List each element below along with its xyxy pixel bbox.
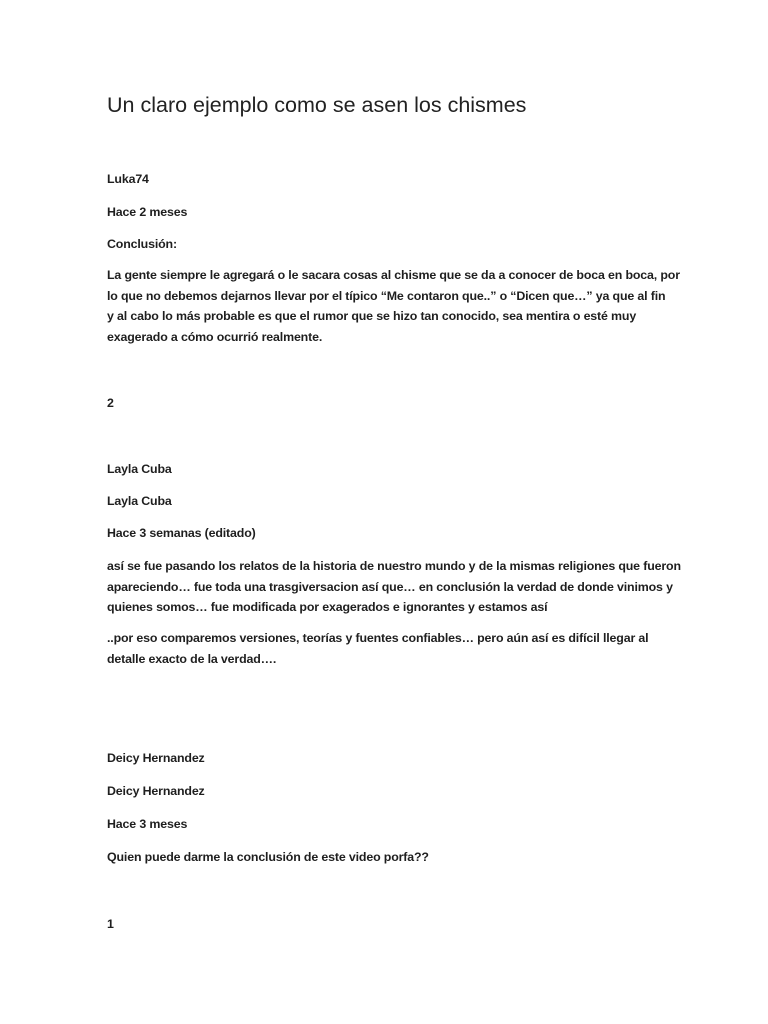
comment-time: Hace 3 semanas (editado) <box>107 526 256 540</box>
comment-body-line: apareciendo… fue toda una trasgiversacion así que… en conclusión la verdad de donde vinimos y <box>107 579 673 594</box>
comment-body-line: quienes somos… fue modificada por exagerados e ignorantes y estamos así <box>107 600 548 614</box>
comment-author: Deicy Hernandez <box>107 751 205 765</box>
comment-likes: 1 <box>107 917 114 931</box>
comment-time: Hace 2 meses <box>107 205 188 219</box>
comment-author-repeat: Deicy Hernandez <box>107 784 205 798</box>
comment-body-line: La gente siempre le agregará o le sacara cosas al chisme que se da a conocer de boca en boca, por <box>107 268 680 282</box>
comment-question: Quien puede darme la conclusión de este video porfa?? <box>107 850 429 864</box>
comment-body-line: así se fue pasando los relatos de la historia de nuestro mundo y de la mismas religiones que fueron <box>107 559 681 573</box>
comment-body-line: detalle exacto de la verdad…. <box>107 651 277 666</box>
comment-body-line: ..por eso comparemos versiones, teorías y fuentes confiables… pero aún así es difícil llegar al <box>107 631 649 645</box>
comment-body-line: exagerado a cómo ocurrió realmente. <box>107 329 323 344</box>
comment-body <box>107 265 680 347</box>
comment-likes: 2 <box>107 396 114 410</box>
comment-body <box>107 556 681 618</box>
document-title: Un claro ejemplo como se asen los chismes <box>107 93 527 117</box>
comment-author-repeat: Layla Cuba <box>107 494 172 508</box>
comment-time: Hace 3 meses <box>107 817 188 831</box>
comment-heading: Conclusión: <box>107 237 177 251</box>
comment-body-line: lo que no debemos dejarnos llevar por el típico “Me contaron que..” o “Dicen que…” ya que al fin <box>107 288 666 303</box>
comment-author: Luka74 <box>107 172 149 186</box>
comment-body-line: y al cabo lo más probable es que el rumor que se hizo tan conocido, sea mentira o esté muy <box>107 309 637 323</box>
comment-body-continued <box>107 628 667 669</box>
comment-author: Layla Cuba <box>107 462 172 476</box>
